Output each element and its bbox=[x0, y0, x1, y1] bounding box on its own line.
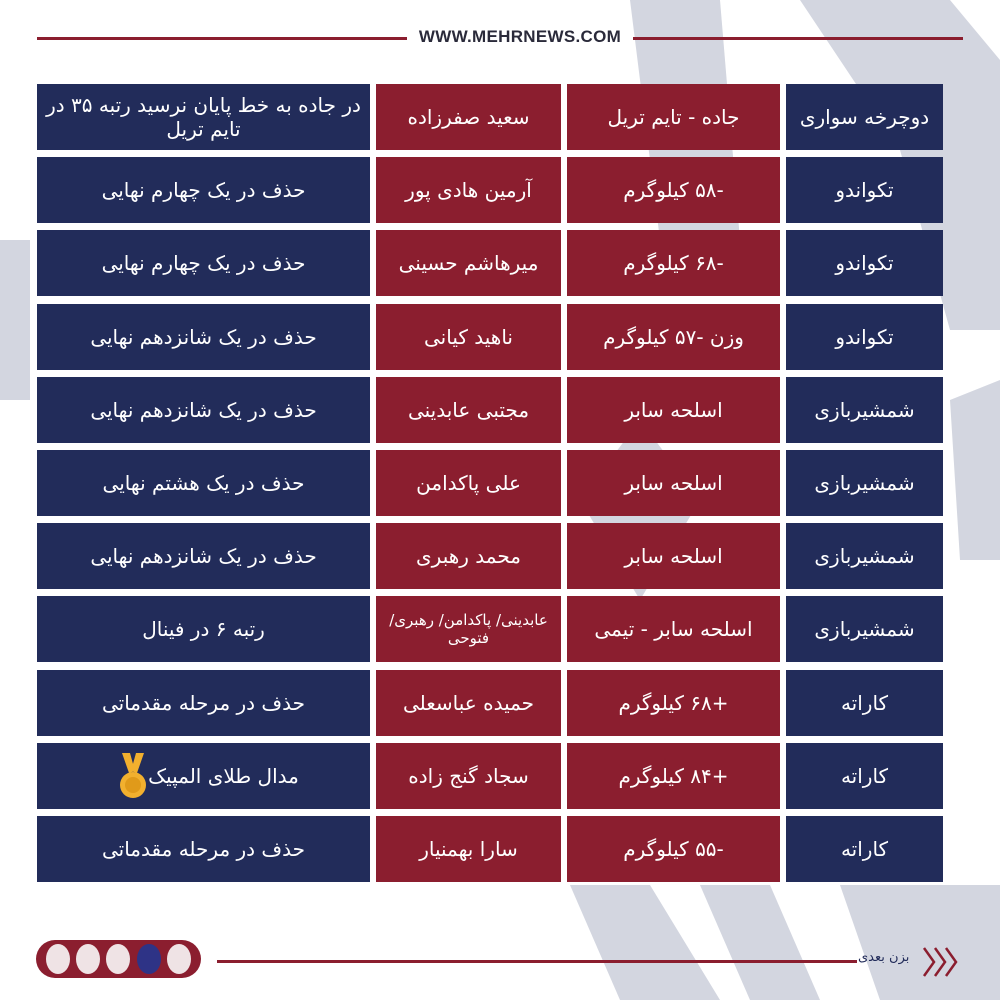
result-text: حذف در یک شانزدهم نهایی bbox=[90, 397, 317, 422]
athlete-text: آرمین هادی پور bbox=[405, 178, 532, 203]
cell-athlete bbox=[376, 450, 561, 516]
athlete-text: ناهید کیانی bbox=[424, 324, 513, 349]
header-line-left bbox=[37, 37, 407, 40]
result-text: حذف در مرحله مقدماتی bbox=[101, 836, 306, 861]
cell-event bbox=[567, 157, 780, 223]
athlete-text: محمد رهبری bbox=[416, 544, 521, 569]
cell-athlete bbox=[376, 304, 561, 370]
athlete-text: حمیده عباسعلی bbox=[402, 690, 535, 715]
event-text: +۶۸ کیلوگرم bbox=[618, 690, 729, 715]
cell-athlete bbox=[376, 743, 561, 809]
cell-sport bbox=[786, 596, 943, 662]
sport-text: کاراته bbox=[840, 690, 889, 715]
cell-event bbox=[567, 230, 780, 296]
athlete-text: میرهاشم حسینی bbox=[398, 251, 539, 276]
cell-athlete bbox=[376, 670, 561, 736]
cell-result bbox=[37, 816, 370, 882]
cell-sport bbox=[786, 157, 943, 223]
sport-text: کاراته bbox=[840, 763, 889, 788]
next-label[interactable]: بزن بعدی bbox=[858, 950, 910, 965]
cell-result bbox=[37, 230, 370, 296]
sport-text: کاراته bbox=[840, 836, 889, 861]
sport-text: شمشیربازی bbox=[814, 470, 915, 495]
athlete-text: عابدینی/ پاکدامن/ رهبری/ فتوحی bbox=[389, 611, 548, 648]
cell-event bbox=[567, 743, 780, 809]
cell-result bbox=[37, 596, 370, 662]
footer-line bbox=[217, 960, 857, 963]
cell-result bbox=[37, 743, 370, 809]
cell-event bbox=[567, 670, 780, 736]
page-dot[interactable] bbox=[46, 944, 70, 974]
cell-event bbox=[567, 816, 780, 882]
cell-event bbox=[567, 304, 780, 370]
cell-result bbox=[37, 523, 370, 589]
athlete-text: مجتبی عابدینی bbox=[407, 397, 530, 422]
cell-athlete bbox=[376, 596, 561, 662]
sport-text: شمشیربازی bbox=[814, 397, 915, 422]
cell-result bbox=[37, 304, 370, 370]
event-text: اسلحه سابر bbox=[624, 397, 723, 422]
event-text: -۵۸ کیلوگرم bbox=[623, 178, 724, 203]
event-text: اسلحه سابر bbox=[624, 470, 723, 495]
event-text: -۵۵ کیلوگرم bbox=[623, 836, 724, 861]
cell-result bbox=[37, 670, 370, 736]
sport-text: دوچرخه سواری bbox=[799, 105, 930, 129]
sport-text: تکواندو bbox=[835, 178, 894, 203]
event-text: +۸۴ کیلوگرم bbox=[618, 763, 729, 788]
event-text: اسلحه سابر bbox=[624, 544, 723, 569]
cell-event bbox=[567, 596, 780, 662]
cell-sport bbox=[786, 230, 943, 296]
page-dot[interactable] bbox=[167, 944, 191, 974]
cell-athlete bbox=[376, 157, 561, 223]
cell-sport bbox=[786, 670, 943, 736]
cell-result bbox=[37, 157, 370, 223]
sport-text: تکواندو bbox=[835, 251, 894, 276]
event-text: وزن -۵۷ کیلوگرم bbox=[603, 324, 744, 349]
cell-athlete bbox=[376, 377, 561, 443]
athlete-text: سارا بهمنیار bbox=[419, 836, 518, 861]
cell-sport bbox=[786, 450, 943, 516]
results-table bbox=[37, 84, 943, 882]
result-text: حذف در یک چهارم نهایی bbox=[101, 251, 306, 276]
result-text: حذف در یک شانزدهم نهایی bbox=[90, 324, 317, 349]
result-text: مدال طلای المپیک bbox=[148, 763, 299, 788]
cell-athlete bbox=[376, 230, 561, 296]
cell-athlete bbox=[376, 523, 561, 589]
cell-result bbox=[37, 377, 370, 443]
result-text: در جاده به خط پایان نرسید رتبه ۳۵ در تایم تریل bbox=[46, 93, 361, 141]
sport-text: تکواندو bbox=[835, 324, 894, 349]
result-text: حذف در یک شانزدهم نهایی bbox=[90, 544, 317, 569]
cell-sport bbox=[786, 523, 943, 589]
gold-medal-icon bbox=[118, 753, 148, 799]
page-dot[interactable] bbox=[76, 944, 100, 974]
chevrons-right-icon[interactable] bbox=[920, 944, 964, 980]
athlete-text: علی پاکدامن bbox=[416, 470, 521, 495]
cell-event bbox=[567, 450, 780, 516]
event-text: اسلحه سابر - تیمی bbox=[594, 617, 753, 642]
sport-text: شمشیربازی bbox=[814, 544, 915, 569]
cell-sport bbox=[786, 816, 943, 882]
cell-sport bbox=[786, 304, 943, 370]
cell-result bbox=[37, 450, 370, 516]
pagination bbox=[36, 940, 201, 978]
site-url: WWW.MEHRNEWS.COM bbox=[418, 27, 622, 46]
cell-sport bbox=[786, 84, 943, 150]
result-text: حذف در یک چهارم نهایی bbox=[101, 178, 306, 203]
result-text: رتبه ۶ در فینال bbox=[142, 617, 265, 642]
athlete-text: سعید صفرزاده bbox=[407, 105, 530, 129]
cell-event bbox=[567, 523, 780, 589]
result-text: حذف در مرحله مقدماتی bbox=[101, 690, 306, 715]
result-text: حذف در یک هشتم نهایی bbox=[102, 470, 305, 495]
event-text: -۶۸ کیلوگرم bbox=[623, 251, 724, 276]
athlete-text: سجاد گنج زاده bbox=[408, 763, 529, 788]
header-line-right bbox=[633, 37, 963, 40]
cell-athlete bbox=[376, 84, 561, 150]
sport-text: شمشیربازی bbox=[814, 617, 915, 642]
cell-event bbox=[567, 84, 780, 150]
cell-result bbox=[37, 84, 370, 150]
event-text: جاده - تایم تریل bbox=[607, 105, 740, 129]
cell-athlete bbox=[376, 816, 561, 882]
cell-sport bbox=[786, 377, 943, 443]
page-dot[interactable] bbox=[106, 944, 130, 974]
page-dot-active[interactable] bbox=[137, 944, 161, 974]
cell-sport bbox=[786, 743, 943, 809]
cell-event bbox=[567, 377, 780, 443]
